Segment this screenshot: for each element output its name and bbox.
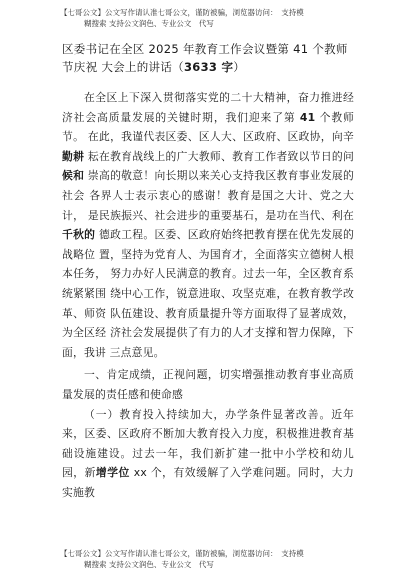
text-run: 个教师节。 在此，我谨代表区委、区人大、区政府、区政协，向辛 bbox=[62, 110, 354, 144]
watermark-footer-line2: 糊搜索 支持公文润色、专业公文 代写 bbox=[84, 560, 214, 569]
paragraph-intro bbox=[62, 88, 354, 362]
bold-run: 41 bbox=[299, 110, 316, 124]
watermark-footer-line1: 【七哥公文】公文写作请认准七哥公文，谨防被骗，浏览器访问： 支持模 bbox=[60, 549, 304, 558]
bold-run: 候和 bbox=[62, 169, 85, 183]
title-main: 区委书记在全区 2025 年教育工作会议暨第 41 个教师节庆祝 大会上的讲话（ bbox=[62, 42, 348, 74]
text-run: 崇高的敬意！向长期以来关心支持我区教育事业发展的社会 各界人士表示衷心的感谢！教育是国之大计、党之大计， 是民族振兴、社会进步的重要基石，是功在当代、利在 bbox=[62, 169, 354, 222]
text-run: 在全区上下深入贯彻落实党的二十大精神，奋力推进经济社会高质量发展的关键时期，我们迎来了第 bbox=[62, 91, 354, 124]
section-heading: 一、肯定成绩，正视问题，切实增强推动教育事业高质量发展的责任感和使命感 bbox=[62, 368, 354, 401]
bold-run: 勤耕 bbox=[62, 149, 85, 163]
text-run: 德政工程。区委、区政府始终把教育摆在优先发展的战略位 置，坚持为党育人、为国育才，全面落实立德树人根本任务， 努力办好人民满意的教育。过去一年，全区教育系统紧紧围 绕中心工作，锐意进取、攻坚克难，在教育教学改革、师资 队伍建设、教育质量提升等方面取得了显著成效，为全区经 济社会发展提供了有力的人才支撑和智力保障，下面，我讲 三点意见。 bbox=[62, 228, 354, 359]
bold-run: 千秋的 bbox=[62, 228, 96, 242]
watermark-header-line2: 糊搜索 支持公文润色、专业公文 代写 bbox=[84, 19, 214, 28]
paragraph-investment bbox=[62, 405, 354, 503]
watermark-footer bbox=[60, 548, 360, 570]
bold-run: 增学位 bbox=[95, 466, 130, 480]
watermark-header-line1: 【七哥公文】公文写作请认准七哥公文，谨防被骗，浏览器访问： 支持模 bbox=[60, 8, 304, 17]
text-run: 耘在教育战线上的广大教师、教育工作者致以节日的问 bbox=[84, 149, 354, 163]
text-run: （一）教育投入持续加大，办学条件显著改善。近年来，区委、区政府不断加大教育投入力度，积极推进教育基础设施建设。过去一年，我们新扩建一批中小学校和幼儿园，新 bbox=[62, 407, 354, 480]
title-end: ） bbox=[233, 60, 246, 74]
document-title bbox=[62, 40, 354, 76]
text-run: xx 个，有效缓解了入学难问题。同时，大力实施教 bbox=[62, 466, 354, 499]
title-word-count: 3633 字 bbox=[183, 60, 234, 74]
document-body bbox=[62, 40, 354, 502]
watermark-header bbox=[60, 7, 360, 29]
